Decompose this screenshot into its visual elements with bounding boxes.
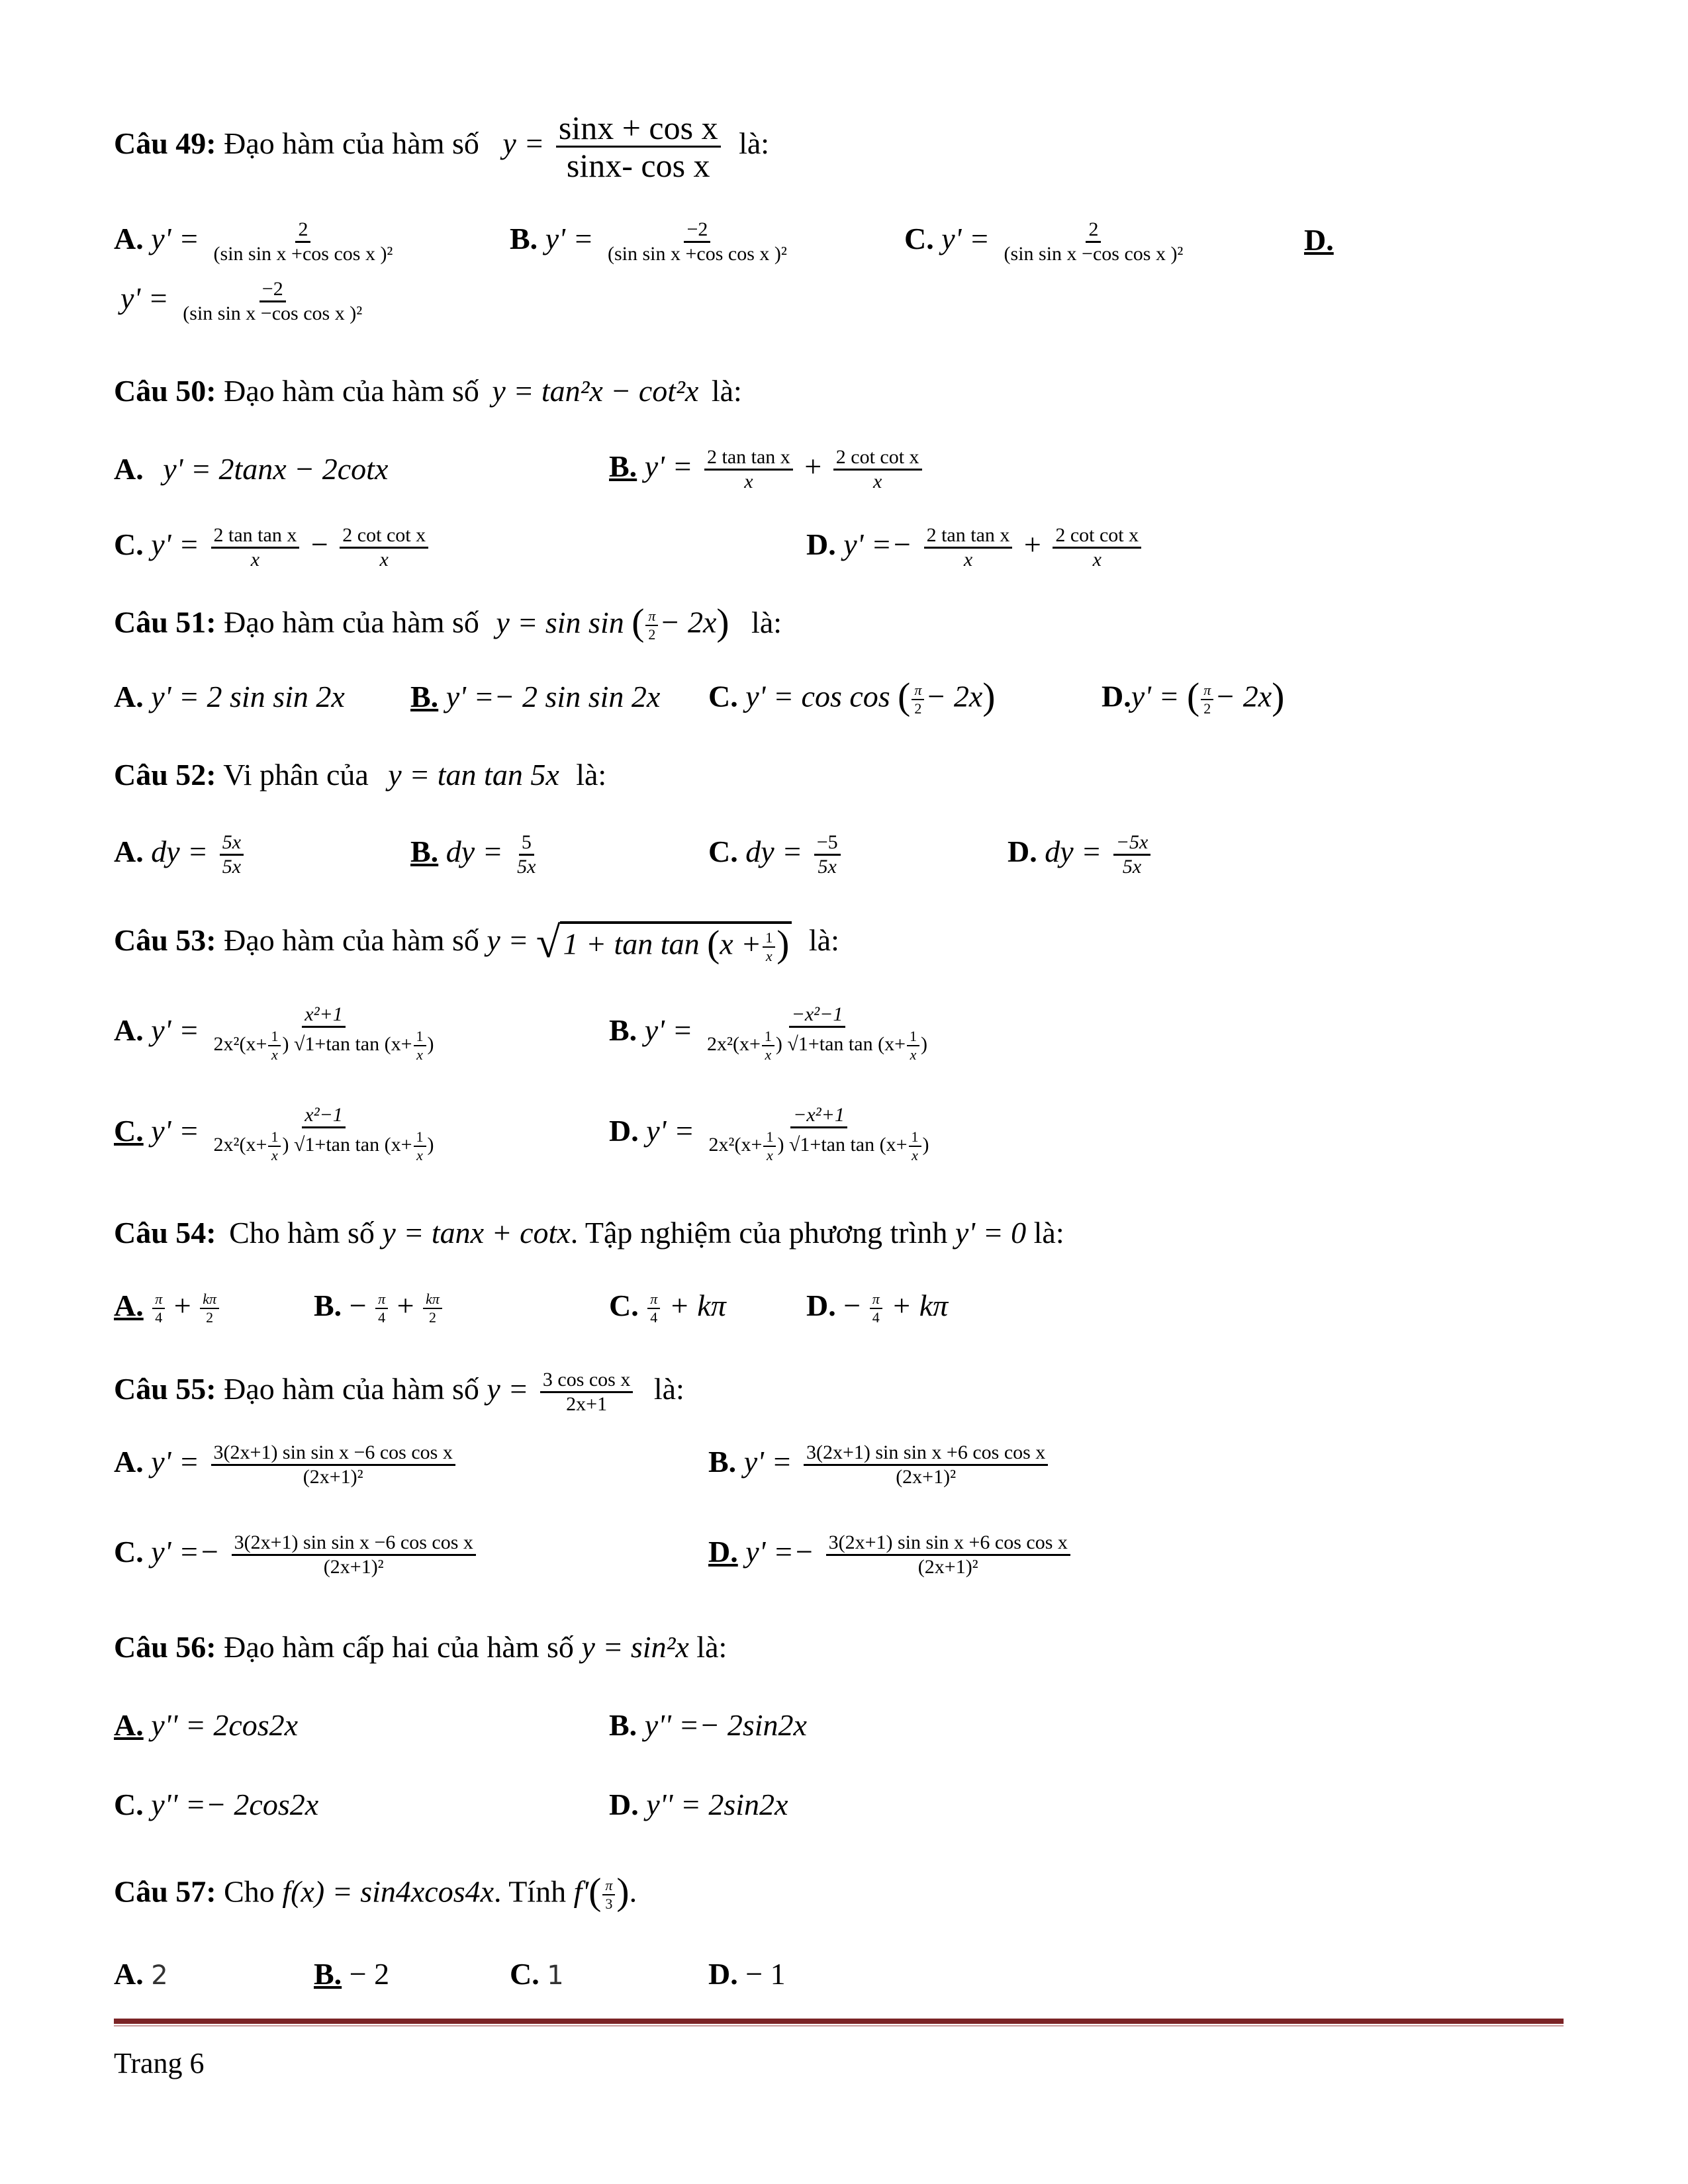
q57-option-b[interactable] (314, 1959, 389, 1989)
q53-b-den-b: ) (775, 1032, 782, 1055)
option-label: B. (708, 1445, 737, 1479)
q49-d-lhs: y' = (120, 281, 169, 316)
q49-b-den: (sin sin x +cos cos x )² (607, 243, 787, 265)
q55-num: 3 cos cos x (540, 1370, 633, 1393)
q57-c-val: 1 (547, 1960, 564, 1991)
option-label: A. (114, 222, 144, 256)
option-label-correct: D. (1304, 223, 1334, 257)
option-label: A. (114, 680, 144, 713)
q52-option-b[interactable] (410, 833, 542, 877)
q55-option-b[interactable] (708, 1443, 1052, 1487)
option-label: C. (114, 527, 144, 562)
q54-a-pi: π (152, 1292, 165, 1309)
q51-option-b[interactable] (410, 682, 660, 712)
q51-stem: Câu 51: Đạo hàm của hàm số y = sin sin ( $\frac{\pi}{2}$ − 2x) là: (114, 602, 782, 643)
q50-b-n1: 2 tan tan x (704, 447, 793, 471)
q55-a-lhs: y' = (151, 1445, 200, 1479)
option-label: C. (904, 222, 934, 256)
q49-c-num: 2 (1086, 220, 1101, 243)
q55-d-den: (2x+1)² (917, 1556, 978, 1578)
q53-d-den-rad-end: ) (922, 1133, 929, 1156)
option-label: A. (114, 452, 144, 486)
q52-suffix: là: (576, 758, 607, 792)
q55-c-num: 3(2x+1) sin sin x −6 cos cos x (232, 1533, 476, 1556)
q57-text1: Cho (224, 1874, 275, 1909)
q53-x: x (765, 948, 773, 964)
q53-d-den-rad: 1+tan tan (x+ (800, 1133, 908, 1156)
option-label: B. (510, 222, 538, 256)
q50-option-a[interactable] (114, 454, 388, 484)
option-label-correct: D. (708, 1535, 738, 1569)
q49-d-num: −2 (259, 279, 286, 302)
option-label-correct: B. (410, 835, 439, 869)
q52-label: Câu 52: (114, 758, 216, 792)
q54-a-kpi: kπ (200, 1292, 219, 1309)
q53-b-den-rad-end: ) (921, 1032, 927, 1055)
q54-b-kpi: kπ (423, 1292, 442, 1309)
q56-prefix: Đạo hàm cấp hai của hàm số (224, 1630, 574, 1664)
q51-a-expr: y' = 2 sin sin 2x (151, 680, 345, 713)
page-number-text: Trang 6 (114, 2047, 205, 2079)
q53-suffix: là: (808, 923, 839, 957)
q53-b-lhs: y' = (644, 1013, 693, 1048)
q56-b-expr: y'' =− 2sin2x (644, 1708, 807, 1742)
q55-prefix: Đạo hàm của hàm số (224, 1372, 479, 1406)
q49-option-b[interactable] (510, 220, 794, 264)
q53-option-b[interactable] (609, 1005, 934, 1062)
q49-label: Câu 49: (114, 126, 216, 161)
option-label: D. (806, 1289, 836, 1322)
q52-option-d[interactable] (1008, 833, 1154, 877)
q57-b-val: − 2 (349, 1957, 390, 1991)
q51-c-two: 2 (914, 700, 922, 717)
q53-b-num: −x²−1 (789, 1005, 846, 1028)
q53-lhs: y = (487, 923, 529, 957)
option-label: D. (708, 1957, 738, 1991)
q50-label: Câu 50: (114, 374, 216, 408)
q51-two: 2 (648, 626, 656, 643)
q49-option-d[interactable] (120, 279, 369, 324)
q50-c-n1: 2 tan tan x (211, 525, 300, 549)
q54-a-four: 4 (155, 1309, 163, 1326)
q49-fn-fraction (556, 111, 721, 182)
q50-option-b[interactable] (609, 447, 926, 492)
q56-option-a[interactable] (114, 1710, 298, 1741)
q51-c-tail: − 2x (925, 679, 983, 713)
option-label: C. (510, 1957, 539, 1991)
q49-a-fraction (211, 220, 396, 264)
q54-b-four: 4 (378, 1309, 386, 1326)
q49-d-den: (sin sin x −cos cos x )² (183, 302, 363, 324)
q57-end: . (629, 1874, 637, 1909)
q51-label: Câu 51: (114, 605, 216, 639)
q49-fn-lhs: y = (502, 126, 545, 161)
q53-b-den-a: 2x²(x+ (706, 1032, 761, 1055)
q49-suffix: là: (739, 126, 770, 161)
option-label-correct: C. (114, 1114, 144, 1148)
option-label: D. (1008, 835, 1037, 869)
q49-b-fraction (605, 220, 790, 264)
q49-option-d-label[interactable] (1304, 225, 1334, 255)
q56-d-expr: y'' = 2sin2x (646, 1788, 788, 1821)
q50-suffix: là: (711, 374, 742, 408)
q56-option-d[interactable] (609, 1790, 788, 1820)
q55-d-num: 3(2x+1) sin sin x +6 cos cos x (826, 1533, 1070, 1556)
q57-d-val: − 1 (745, 1957, 786, 1991)
q54-option-d[interactable] (806, 1291, 948, 1325)
q50-b-lhs: y' = (644, 449, 693, 484)
q52-c-lhs: dy = (745, 835, 803, 869)
q51-c-lhs: y' = cos cos (745, 679, 890, 713)
q56-stem (114, 1632, 727, 1662)
q54-b-plus: + (397, 1289, 414, 1322)
q50-d-n1: 2 tan tan x (924, 525, 1013, 549)
q53-d-den-a: 2x²(x+ (708, 1133, 763, 1156)
q51-b-expr: y' =− 2 sin sin 2x (445, 680, 661, 713)
q52-b-lhs: dy = (445, 835, 503, 869)
q53-x-plus: x + (720, 927, 762, 961)
q49-stem (114, 111, 769, 182)
q53-a-lhs: y' = (151, 1013, 200, 1048)
q53-prefix: Đạo hàm của hàm số (224, 923, 479, 957)
q55-option-a[interactable] (114, 1443, 459, 1487)
q57-pi: π (602, 1878, 615, 1895)
option-label-correct: A. (114, 1289, 144, 1322)
q51-d-two: 2 (1203, 700, 1211, 717)
q54-label: Câu 54: (114, 1216, 216, 1250)
q54-option-b[interactable] (314, 1291, 444, 1325)
q54-d-pi: π (870, 1292, 882, 1309)
q53-a-fraction: x²+1 2x²(x+ $\frac{1}{x}$ ) √1+tan tan (x+ $\frac{1}{x}$ ) (213, 1003, 434, 1063)
q51-option-a[interactable] (114, 682, 345, 712)
q55-c-den: (2x+1)² (323, 1556, 384, 1578)
q54-b-minus: − (349, 1289, 367, 1322)
q55-b-den: (2x+1)² (896, 1466, 957, 1488)
q52-expr: y = tan tan 5x (388, 758, 559, 792)
q50-option-c[interactable] (114, 525, 432, 570)
q53-sqrt: √ 1 + tan tan (x + $\frac{1}{x}$ ) (536, 921, 792, 966)
q56-suffix: là: (696, 1630, 727, 1664)
q49-b-num: −2 (684, 220, 710, 243)
option-label: D. (609, 1114, 639, 1148)
q50-stem (114, 376, 742, 406)
q56-expr: y = sin²x (581, 1630, 689, 1664)
q56-option-c[interactable] (114, 1790, 318, 1820)
q50-prefix: Đạo hàm của hàm số (224, 374, 479, 408)
q54-b-two: 2 (429, 1309, 437, 1326)
q53-one: 1 (763, 931, 775, 948)
q53-a-den-rad: 1+tan tan (x+ (305, 1032, 412, 1055)
q53-option-c[interactable] (114, 1105, 441, 1163)
q51-option-c[interactable]: C. y' = cos cos ( $\frac{\pi}{2}$ − 2x) (708, 676, 996, 717)
option-label-correct: B. (609, 449, 637, 484)
q52-prefix: Vi phân của (223, 758, 369, 792)
q53-d-lhs: y' = (646, 1114, 695, 1148)
q51-lhs: y = sin sin (496, 605, 624, 639)
q57-option-d[interactable] (708, 1959, 786, 1989)
q51-d-pi: π (1201, 683, 1213, 700)
q53-c-den-b: ) (282, 1133, 289, 1156)
q53-a-den-rad-end: ) (427, 1032, 434, 1055)
q53-a-den-a: 2x²(x+ (213, 1032, 267, 1055)
q54-option-c[interactable] (609, 1291, 726, 1325)
q52-option-c[interactable] (708, 833, 845, 877)
q55-a-num: 3(2x+1) sin sin x −6 cos cos x (211, 1443, 455, 1466)
q49-c-den: (sin sin x −cos cos x )² (1004, 243, 1184, 265)
q49-a-num: 2 (295, 220, 310, 243)
q49-fn-num: sinx + cos x (556, 111, 721, 148)
q49-option-a[interactable] (114, 220, 399, 264)
q53-c-den-a: 2x²(x+ (213, 1133, 267, 1156)
q50-c-n2: 2 cot cot x (340, 525, 428, 549)
q49-a-lhs: y' = (151, 222, 200, 256)
q54-eq: y' = 0 (955, 1216, 1027, 1250)
q52-d-lhs: dy = (1045, 835, 1102, 869)
q50-c-op: − (310, 527, 328, 562)
option-label: D. (609, 1788, 639, 1821)
q54-a-plus: + (173, 1289, 191, 1322)
q49-a-den: (sin sin x +cos cos x )² (213, 243, 393, 265)
q53-label: Câu 53: (114, 923, 216, 957)
q50-b-d2: x (872, 471, 882, 492)
q52-option-a[interactable] (114, 833, 248, 877)
q50-d-lhs: y' =− (843, 527, 913, 562)
q50-a-expr: y' = 2tanx − 2cotx (163, 452, 389, 486)
q50-d-n2: 2 cot cot x (1053, 525, 1141, 549)
q56-label: Câu 56: (114, 1630, 216, 1664)
q50-c-lhs: y' = (151, 527, 200, 562)
q55-stem (114, 1370, 684, 1414)
option-label: B. (609, 1708, 637, 1742)
option-label: C. (708, 679, 738, 713)
q54-option-a[interactable] (114, 1291, 220, 1325)
q55-b-num: 3(2x+1) sin sin x +6 cos cos x (804, 1443, 1048, 1466)
q52-c-num: −5 (814, 833, 841, 856)
page-number (114, 2049, 205, 2078)
option-label: C. (609, 1289, 639, 1322)
option-label: B. (609, 1013, 637, 1048)
q55-option-d[interactable] (708, 1533, 1074, 1577)
q49-d-fraction (180, 279, 365, 324)
q54-a-two: 2 (206, 1309, 214, 1326)
q50-b-n2: 2 cot cot x (833, 447, 922, 471)
q52-b-num: 5 (519, 833, 534, 856)
q54-c-tail: + kπ (669, 1289, 726, 1322)
q49-c-lhs: y' = (941, 222, 990, 256)
option-label: D. (1102, 679, 1131, 713)
option-label-correct: A. (114, 1708, 144, 1742)
footer-rule-shadow (114, 2025, 1564, 2026)
q57-a-val: 2 (151, 1960, 168, 1991)
q51-d-tail: − 2x (1215, 679, 1272, 713)
q54-d-tail: + kπ (891, 1289, 949, 1322)
q54-c-pi: π (647, 1292, 660, 1309)
option-label: B. (314, 1289, 342, 1322)
q52-d-den: 5x (1122, 856, 1142, 878)
footer-rule (114, 2019, 1564, 2024)
q52-a-lhs: dy = (151, 835, 209, 869)
q52-d-num: −5x (1113, 833, 1151, 856)
q55-suffix: là: (653, 1372, 684, 1406)
q57-stem: Câu 57: Cho f(x) = sin4xcos4x. Tính f'( $\frac{\pi}{3}$ ). (114, 1871, 637, 1913)
q51-prefix: Đạo hàm của hàm số (224, 605, 479, 639)
q57-fp: f' (573, 1874, 589, 1909)
option-label: A. (114, 1957, 144, 1991)
q50-b-op: + (804, 449, 822, 484)
option-label-correct: B. (410, 680, 439, 713)
q53-a-num: x²+1 (302, 1005, 346, 1028)
q55-a-den: (2x+1)² (303, 1466, 363, 1488)
q54-stem (114, 1218, 1064, 1248)
q54-c-four: 4 (650, 1309, 658, 1326)
q51-c-pi: π (912, 683, 924, 700)
q53-option-a[interactable] (114, 1005, 441, 1062)
q50-b-d1: x (744, 471, 753, 492)
q54-fn: y = tanx + cotx (382, 1216, 571, 1250)
option-label: A. (114, 1013, 144, 1048)
q54-d-minus: − (843, 1289, 861, 1322)
q53-d-fraction: −x²+1 2x²(x+ $\frac{1}{x}$ ) √1+tan tan (x+ $\frac{1}{x}$ ) (708, 1104, 929, 1163)
q53-c-num: x²−1 (302, 1105, 346, 1128)
q54-d-four: 4 (872, 1309, 880, 1326)
q51-suffix: là: (751, 605, 782, 639)
q53-c-lhs: y' = (151, 1114, 200, 1148)
q53-d-den-b: ) (777, 1133, 784, 1156)
q50-d-d1: x (963, 549, 973, 570)
q56-option-b[interactable] (609, 1710, 807, 1741)
q57-text2: . Tính (494, 1874, 567, 1909)
q55-d-lhs: y' =− (745, 1535, 815, 1569)
q50-c-d1: x (250, 549, 260, 570)
q53-a-den-b: ) (282, 1032, 289, 1055)
q49-prefix: Đạo hàm của hàm số (224, 126, 479, 161)
q49-option-c[interactable] (904, 220, 1190, 264)
q56-c-expr: y'' =− 2cos2x (151, 1788, 319, 1821)
option-label: C. (114, 1535, 144, 1569)
q56-a-expr: y'' = 2cos2x (151, 1708, 299, 1742)
q51-d-lhs: y' = (1131, 679, 1180, 713)
q53-option-d[interactable] (609, 1105, 936, 1163)
q52-stem (114, 760, 606, 790)
q51-option-d[interactable]: D.y' = ( $\frac{\pi}{2}$ − 2x) (1102, 676, 1285, 717)
q53-c-fraction: x²−1 2x²(x+ $\frac{1}{x}$ ) √1+tan tan (x+ $\frac{1}{x}$ ) (213, 1104, 434, 1163)
q55-lhs: y = (487, 1372, 529, 1406)
q57-three: 3 (605, 1895, 613, 1912)
q53-rad: 1 + tan tan (563, 927, 700, 961)
q50-option-d[interactable] (806, 525, 1145, 570)
q57-option-a[interactable] (114, 1959, 168, 1989)
q57-label: Câu 57: (114, 1874, 216, 1909)
q57-fn: f(x) = sin4xcos4x (282, 1874, 494, 1909)
q50-d-d2: x (1092, 549, 1102, 570)
option-label-correct: B. (314, 1957, 342, 1991)
q54-b-pi: π (375, 1292, 388, 1309)
option-label: C. (114, 1788, 144, 1821)
q50-c-d2: x (379, 549, 389, 570)
q55-label: Câu 55: (114, 1372, 216, 1406)
option-label: C. (708, 835, 738, 869)
q49-c-fraction (1002, 220, 1186, 264)
q54-text1: Cho hàm số (229, 1216, 375, 1250)
q55-den: 2x+1 (566, 1393, 608, 1415)
q53-c-den-rad-end: ) (427, 1133, 434, 1156)
q52-a-num: 5x (220, 833, 244, 856)
q54-text2: . Tập nghiệm của phương trình (570, 1216, 948, 1250)
q53-b-fraction: −x²−1 2x²(x+ $\frac{1}{x}$ ) √1+tan tan (x+ $\frac{1}{x}$ ) (706, 1003, 927, 1063)
q54-suffix: là: (1033, 1216, 1064, 1250)
q53-c-den-rad: 1+tan tan (x+ (305, 1133, 412, 1156)
option-label: A. (114, 835, 144, 869)
q50-expr: y = tan²x − cot²x (492, 374, 699, 408)
q50-d-op: + (1023, 527, 1041, 562)
q52-b-den: 5x (517, 856, 536, 878)
q51-pi: π (645, 609, 658, 626)
q55-c-lhs: y' =− (151, 1535, 220, 1569)
q49-fn-den: sinx- cos x (566, 147, 710, 184)
q49-b-lhs: y' = (545, 222, 594, 256)
q53-d-num: −x²+1 (790, 1105, 847, 1128)
q55-b-lhs: y' = (743, 1445, 792, 1479)
option-label: A. (114, 1445, 144, 1479)
q55-option-c[interactable] (114, 1533, 480, 1577)
q57-option-c[interactable] (510, 1959, 564, 1989)
q53-stem (114, 921, 839, 966)
q52-c-den: 5x (818, 856, 837, 878)
q51-tail: − 2x (659, 605, 717, 639)
option-label: D. (806, 527, 836, 562)
q53-b-den-rad: 1+tan tan (x+ (798, 1032, 906, 1055)
q52-a-den: 5x (222, 856, 242, 878)
